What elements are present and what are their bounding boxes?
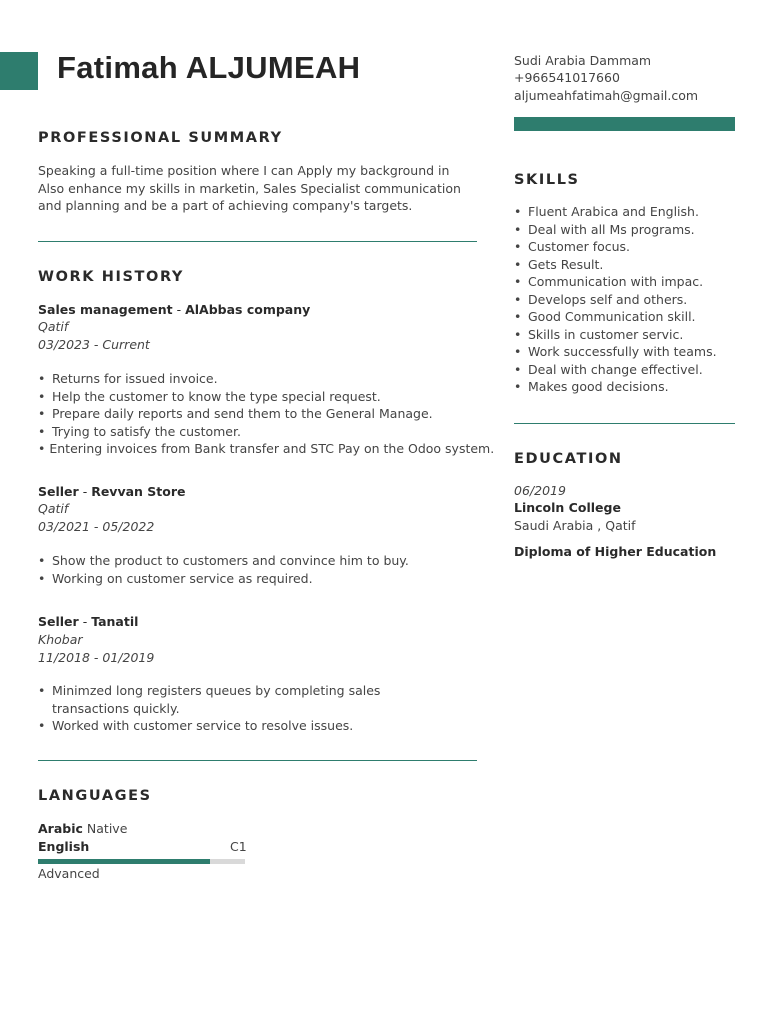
job-bullet: • Show the product to customers and convince him to buy. (38, 552, 478, 570)
language-name: Arabic (38, 821, 83, 836)
job-dates: 03/2021 - 05/2022 (38, 519, 155, 534)
skill-item: • Customer focus. (514, 238, 736, 256)
skill-item: • Deal with all Ms programs. (514, 221, 736, 239)
language-arabic (38, 820, 127, 838)
language-proficiency-bar (38, 859, 245, 864)
summary-title: PROFESSIONAL SUMMARY (38, 130, 283, 146)
job-location: Khobar (38, 632, 83, 647)
contact-location: Sudi Arabia Dammam (514, 53, 652, 68)
job-bullet: • Returns for issued invoice. (38, 370, 478, 388)
skills-title: SKILLS (514, 172, 580, 188)
job-role: Sales management (38, 302, 173, 317)
skill-item: • Deal with change effectivel. (514, 361, 736, 379)
contact-accent-bar (514, 117, 735, 131)
candidate-name: Fatimah ALJUMEAH (57, 50, 361, 85)
skill-item: • Makes good decisions. (514, 378, 736, 396)
skill-item: • Good Communication skill. (514, 308, 736, 326)
job-role: Seller (38, 614, 79, 629)
job-location: Qatif (38, 501, 69, 516)
skill-item: • Skills in customer servic. (514, 326, 736, 344)
education-date: 06/2019 (514, 483, 566, 498)
languages-title: LANGUAGES (38, 788, 152, 804)
language-descriptor: Advanced (38, 866, 100, 881)
skill-item: • Communication with impac. (514, 273, 736, 291)
job-heading (38, 613, 138, 631)
contact-email: aljumeahfatimah@gmail.com (514, 88, 699, 103)
skills-list (514, 203, 736, 396)
job-dates: 11/2018 - 01/2019 (38, 650, 155, 665)
summary-text: Speaking a full-time position where I can Apply my background in Also enhance my skills in marketin, Sales Specialist communication and planning and be a part of achieving company's targets. (38, 163, 461, 213)
job-bullet: • Minimzed long registers queues by completing sales transactions quickly. (38, 682, 448, 717)
language-name: English (38, 839, 90, 854)
skill-item: • Fluent Arabica and English. (514, 203, 736, 221)
job-separator: - (82, 614, 88, 629)
language-english (38, 838, 89, 856)
job-bullet: • Worked with customer service to resolve issues. (38, 717, 448, 735)
job-company: Tanatil (91, 614, 139, 629)
section-divider (38, 760, 477, 761)
skill-item: • Work successfully with teams. (514, 343, 736, 361)
job-bullet: • Prepare daily reports and send them to the General Manage. (38, 405, 478, 423)
job-bullet-list (38, 370, 478, 440)
job-separator: - (176, 302, 182, 317)
job-location: Qatif (38, 319, 69, 334)
job-bullet: • Help the customer to know the type special request. (38, 388, 478, 406)
skill-item: • Develops self and others. (514, 291, 736, 309)
skill-item: • Gets Result. (514, 256, 736, 274)
work-history-title: WORK HISTORY (38, 269, 185, 285)
job-bullet-list (38, 682, 448, 735)
job-company: AlAbbas company (185, 302, 311, 317)
job-bullet: • Working on customer service as required. (38, 570, 478, 588)
language-level-code: C1 (230, 839, 247, 854)
header-accent-block (0, 52, 38, 90)
contact-phone: +966541017660 (514, 70, 620, 85)
job-heading (38, 301, 310, 319)
job-separator: - (82, 484, 88, 499)
language-proficiency-fill (38, 859, 210, 864)
language-level: Native (86, 821, 128, 836)
job-heading (38, 483, 185, 501)
job-dates: 03/2023 - Current (38, 337, 150, 352)
job-bullet: • Trying to satisfy the customer. (38, 423, 478, 441)
job-company: Revvan Store (91, 484, 186, 499)
job-bullet-list (38, 552, 478, 587)
education-location: Saudi Arabia , Qatif (514, 518, 636, 533)
job-extra-line: • Entering invoices from Bank transfer and STC Pay on the Odoo system. (38, 441, 495, 456)
section-divider (514, 423, 735, 424)
education-school: Lincoln College (514, 500, 621, 515)
section-divider (38, 241, 477, 242)
education-title: EDUCATION (514, 451, 623, 467)
education-degree: Diploma of Higher Education (514, 544, 717, 559)
job-role: Seller (38, 484, 79, 499)
